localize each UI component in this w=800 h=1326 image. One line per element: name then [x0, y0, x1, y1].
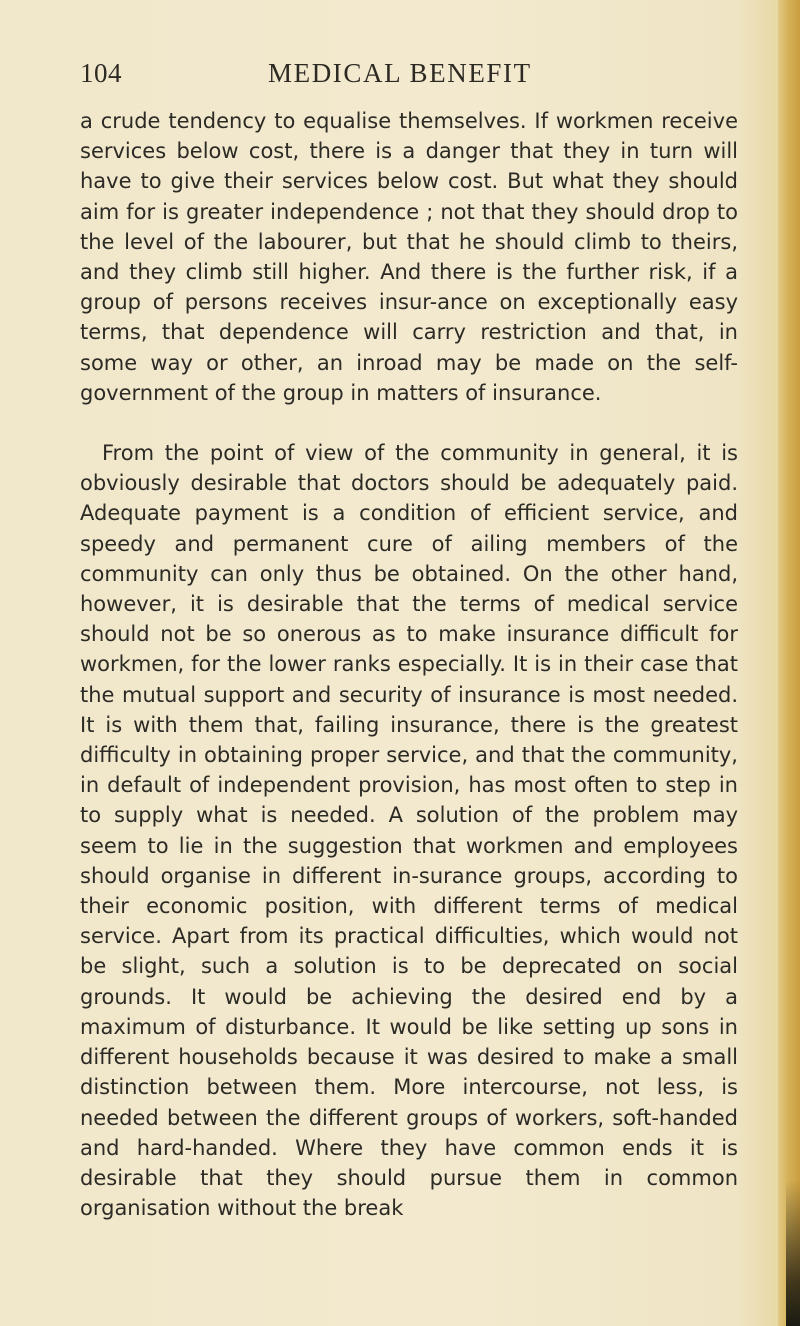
page-header	[78, 56, 738, 96]
page-edge	[778, 0, 800, 1326]
running-head: MEDICAL BENEFIT	[268, 58, 532, 88]
page-number: 104	[80, 58, 122, 88]
paragraph-2: From the point of view of the community in general, it is obviously desirable that doctors should be adequately paid. Adequate payment is a condition of efficient service, and speedy and permanent cure of ailing members of the community can only thus be obtained. On the other hand, however, it is desirable that the terms of medical service should not be so onerous as to make insurance difficult for workmen, for the lower ranks especially. It is in their case that the mutual support and security of insurance is most needed. It is with them that, failing insurance, there is the greatest difficulty in obtaining proper service, and that the community, in default of independent provision, has most often to step in to supply what is needed. A solution of the problem may seem to lie in the suggestion that workmen and employees should organise in different in-surance groups, according to their economic position, with different terms of medical service. Apart from its practical difficulties, which would not be slight, such a solution is to be deprecated on social grounds. It would be achieving the desired end by a maximum of disturbance. It would be like setting up sons in different households because it was desired to make a small distinction between them. More intercourse, not less, is needed between the different groups of workers, soft-handed and hard-handed. Where they have common ends it is desirable that they should pursue them in common organisation without the break	[80, 441, 738, 1221]
paragraph-1: a crude tendency to equalise themselves. If workmen receive services below cost, there is a danger that they in turn will have to give their services below cost. But what they should aim for is greater independence ; not that they should drop to the level of the labourer, but that he should climb to theirs, and they climb still higher. And there is the further risk, if a group of persons receives insur-ance on exceptionally easy terms, that dependence will carry restriction and that, in some way or other, an inroad may be made on the self-government of the group in matters of insurance.	[80, 109, 738, 405]
page-edge-shadow	[786, 1180, 800, 1326]
page-body	[80, 106, 738, 1223]
